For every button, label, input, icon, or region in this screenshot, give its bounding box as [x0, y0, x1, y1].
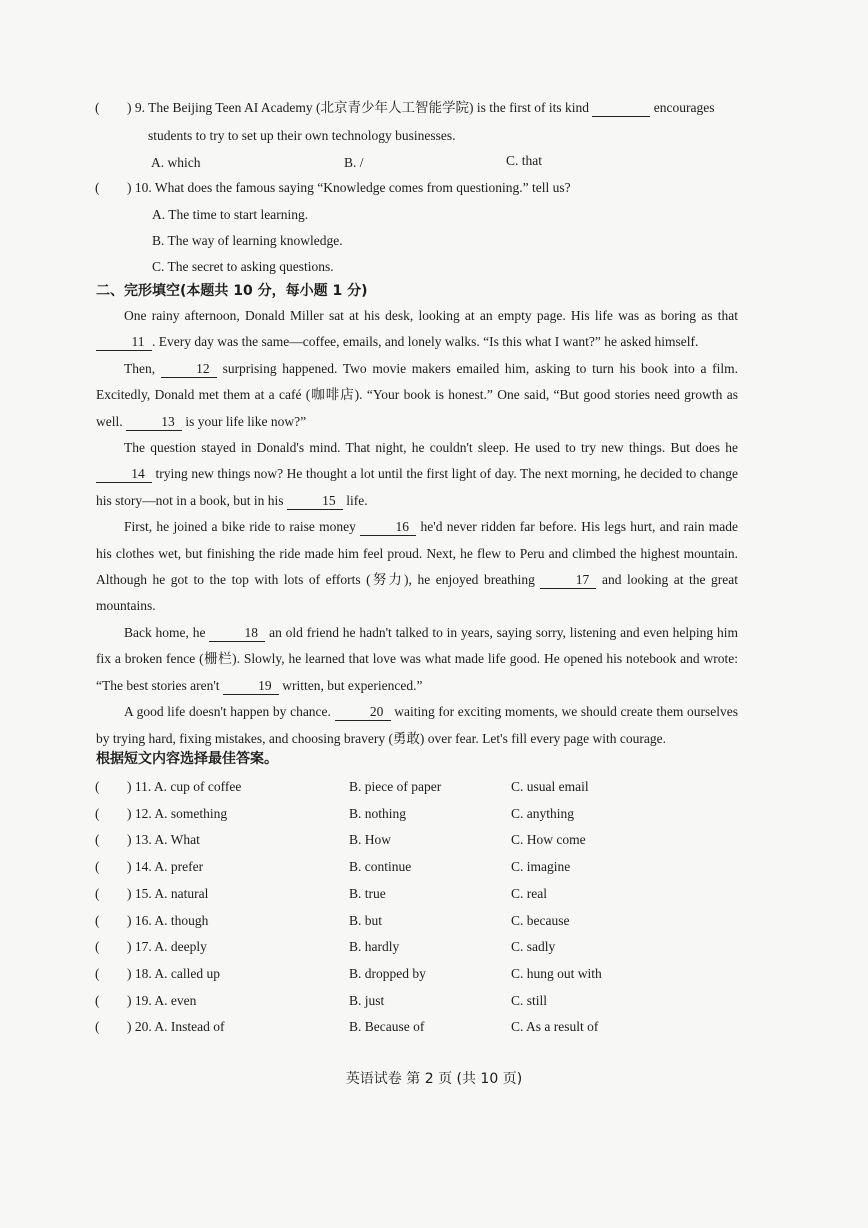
paragraph-3	[96, 435, 738, 514]
option-a[interactable]: ) 13. A. What	[127, 832, 200, 847]
option-c[interactable]: C. still	[511, 993, 548, 1008]
option-c[interactable]: C. imagine	[511, 859, 571, 874]
question-9-option-a[interactable]: A. which	[151, 155, 201, 170]
paragraph-4	[96, 514, 738, 620]
passage-text: Back home, he	[124, 624, 206, 640]
question-10-option-a[interactable]: A. The time to start learning.	[152, 207, 309, 222]
instruction: 根据短文内容选择最佳答案。	[96, 751, 278, 767]
blank-18[interactable]: 18	[209, 625, 265, 642]
answer-bracket[interactable]: (	[95, 993, 100, 1008]
blank-16[interactable]: 16	[360, 519, 416, 536]
answer-bracket[interactable]: (	[95, 806, 100, 821]
option-c[interactable]: C. real	[511, 886, 547, 901]
question-9-option-b[interactable]: B. /	[344, 155, 364, 170]
passage-text: waiting for exciting moments, we should create them ourselves by trying hard, fixing mistakes, and choosing bravery (勇敢) over fear. Let's fill every page with courage.	[96, 704, 738, 746]
passage-text: The question stayed in Donald's mind. That night, he couldn't sleep. He used to try new things. But does he	[124, 440, 738, 456]
question-9-text: ) 9. The Beijing Teen AI Academy (北京青少年人工智能学院) is the first of its kind	[127, 100, 589, 115]
blank-14[interactable]: 14	[96, 466, 152, 483]
option-b[interactable]: B. hardly	[349, 939, 400, 954]
paragraph-6	[96, 699, 738, 752]
question-10	[95, 178, 745, 198]
option-c[interactable]: C. As a result of	[511, 1019, 599, 1034]
option-b[interactable]: B. continue	[349, 859, 412, 874]
answer-bracket[interactable]: (	[95, 100, 100, 115]
option-c[interactable]: C. because	[511, 913, 570, 928]
blank-15[interactable]: 15	[287, 493, 343, 510]
option-a[interactable]: ) 18. A. called up	[127, 966, 220, 981]
passage-text: A good life doesn't happen by chance.	[124, 704, 331, 720]
passage-text: First, he joined a bike ride to raise money	[124, 519, 356, 535]
option-a[interactable]: ) 14. A. prefer	[127, 859, 204, 874]
option-a[interactable]: ) 17. A. deeply	[127, 939, 207, 954]
passage-text: an old friend he hadn't talked to in years, saying sorry, listening and even helping him fix a broken fence (栅栏). Slowly, he learned that love was what made life good. He opened his notebook and wrote: “The best stories aren't	[96, 624, 738, 693]
section-title: 二、完形填空(本题共 10 分，每小题 1 分)	[96, 283, 368, 299]
passage-text: Then,	[124, 360, 156, 376]
option-b[interactable]: B. but	[349, 913, 383, 928]
answer-bracket[interactable]: (	[95, 832, 100, 847]
passage-text: surprising happened. Two movie makers emailed him, asking to turn his book into a film. Excitedly, Donald met them at a café (咖啡店). “Your book is honest.” One said, “But good stories need growth as well.	[96, 360, 739, 429]
passage-text: life.	[346, 492, 368, 508]
answer-bracket[interactable]: (	[95, 966, 100, 981]
blank-20[interactable]: 20	[335, 704, 391, 721]
question-10-option-c[interactable]: C. The secret to asking questions.	[152, 259, 334, 274]
paragraph-2	[96, 356, 738, 435]
answer-bracket[interactable]: (	[95, 913, 100, 928]
option-a[interactable]: ) 16. A. though	[127, 913, 209, 928]
option-a[interactable]: ) 12. A. something	[127, 806, 228, 821]
option-c[interactable]: C. usual email	[511, 779, 589, 794]
answer-bracket[interactable]: (	[95, 1019, 100, 1034]
blank-13[interactable]: 13	[126, 414, 182, 431]
option-c[interactable]: C. hung out with	[511, 966, 602, 981]
passage-text: One rainy afternoon, Donald Miller sat at his desk, looking at an empty page. His life was as boring as that	[124, 308, 738, 323]
option-b[interactable]: B. true	[349, 886, 386, 901]
question-9	[95, 98, 745, 118]
passage-text: trying new things now? He thought a lot until the first light of day. The next morning, he decided to change his story—not in a book, but in his	[96, 466, 739, 508]
question-9-text-end: encourages	[653, 100, 715, 115]
option-b[interactable]: B. nothing	[349, 806, 407, 821]
option-a[interactable]: ) 11. A. cup of coffee	[127, 779, 242, 794]
option-c[interactable]: C. How come	[511, 832, 586, 847]
blank-12[interactable]: 12	[161, 361, 217, 378]
paragraph-5	[96, 620, 738, 699]
question-9-line2: students to try to set up their own technology businesses.	[148, 128, 456, 143]
option-a[interactable]: ) 15. A. natural	[127, 886, 209, 901]
option-b[interactable]: B. Because of	[349, 1019, 425, 1034]
cloze-passage	[96, 303, 738, 752]
option-a[interactable]: ) 20. A. Instead of	[127, 1019, 225, 1034]
blank-11[interactable]: 11	[96, 334, 152, 351]
answer-bracket[interactable]: (	[95, 859, 100, 874]
option-b[interactable]: B. just	[349, 993, 385, 1008]
paragraph-1	[96, 303, 738, 356]
option-a[interactable]: ) 19. A. even	[127, 993, 197, 1008]
question-9-option-c[interactable]: C. that	[506, 153, 542, 168]
passage-text: written, but experienced.”	[282, 677, 423, 693]
passage-text: . Every day was the same—coffee, emails, and lonely walks. “Is this what I want?” he asked himself.	[152, 334, 699, 350]
question-10-text: ) 10. What does the famous saying “Knowledge comes from questioning.” tell us?	[127, 180, 571, 195]
option-c[interactable]: C. sadly	[511, 939, 556, 954]
option-c[interactable]: C. anything	[511, 806, 574, 821]
answer-bracket[interactable]: (	[95, 180, 100, 195]
blank-17[interactable]: 17	[540, 572, 596, 589]
option-b[interactable]: B. piece of paper	[349, 779, 442, 794]
answer-bracket[interactable]: (	[95, 939, 100, 954]
answer-bracket[interactable]: (	[95, 779, 100, 794]
question-10-option-b[interactable]: B. The way of learning knowledge.	[152, 233, 343, 248]
option-b[interactable]: B. How	[349, 832, 392, 847]
page-footer: 英语试卷 第 2 页 (共 10 页)	[345, 1071, 523, 1087]
option-b[interactable]: B. dropped by	[349, 966, 426, 981]
answer-bracket[interactable]: (	[95, 886, 100, 901]
question-9-blank[interactable]	[592, 100, 650, 117]
blank-19[interactable]: 19	[223, 678, 279, 695]
passage-text: and looking at the great mountains.	[96, 572, 738, 614]
passage-text: he'd never ridden far before. His legs hurt, and rain made his clothes wet, but finishing the ride made him feel proud. Next, he flew to Peru and climbed the highest mountain. Although he got to the top with lots of efforts (努力), he enjoyed breathing	[96, 519, 739, 588]
passage-text: is your life like now?”	[185, 413, 307, 429]
